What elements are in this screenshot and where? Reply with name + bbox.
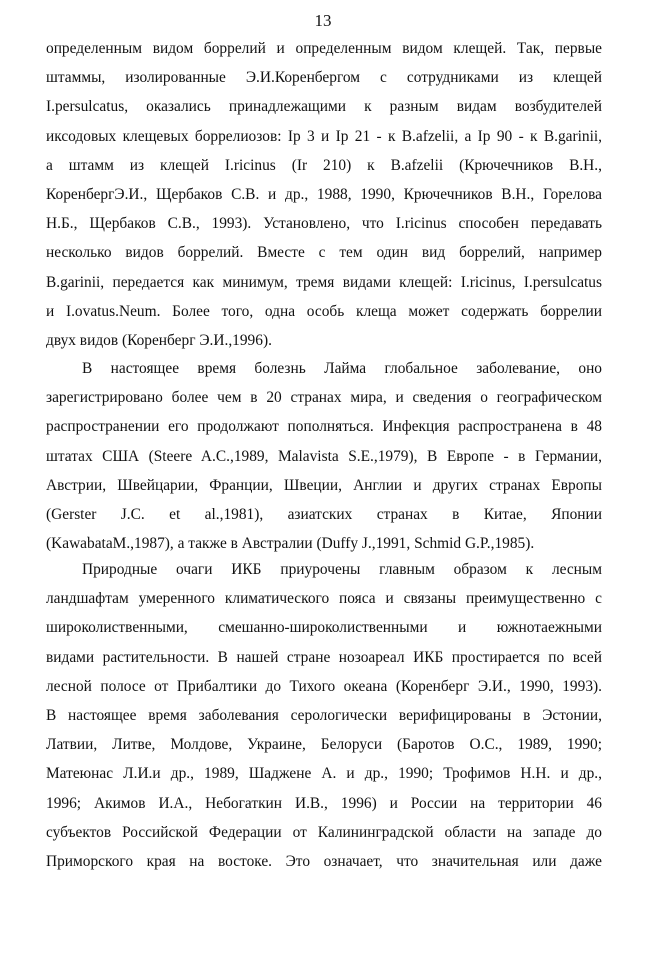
page-number: 13 bbox=[314, 11, 332, 30]
text-line: Австрии, Швейцарии, Франции, Швеции, Англии и других странах Европы bbox=[46, 476, 602, 494]
paragraph-3 bbox=[46, 555, 602, 876]
text-line: несколько видов боррелий. Вместе с тем один вид боррелий, например bbox=[46, 244, 602, 262]
text-line: иксодовых клещевых боррелиозов: Ip 3 и Ip 21 - к B.afzelii, а Ip 90 - к B.garinii, bbox=[46, 127, 602, 145]
paragraph-1 bbox=[46, 34, 602, 355]
paragraph-2 bbox=[46, 354, 602, 558]
text-line: и I.ovatus.Neum. Более того, одна особь клеща может содержать боррелии bbox=[46, 302, 602, 320]
text-line: B.garinii, передается как минимум, тремя видами клещей: I.ricinus, I.persulcatus bbox=[46, 273, 602, 291]
text-line: лесной полосе от Прибалтики до Тихого океана (Коренберг Э.И., 1990, 1993). bbox=[46, 677, 602, 695]
text-line: определенным видом боррелий и определенным видом клещей. Так, первые bbox=[46, 40, 602, 57]
text-line: ландшафтам умеренного климатического пояса и связаны преимущественно с bbox=[46, 590, 602, 608]
text-line: 1996; Акимов И.А., Небогаткин И.В., 1996) и России на территории 46 bbox=[46, 794, 602, 812]
text-line: В настоящее время болезнь Лайма глобальное заболевание, оно bbox=[82, 360, 602, 377]
text-line: Природные очаги ИКБ приурочены главным образом к лесным bbox=[82, 561, 602, 578]
text-line: широколиственными, смешанно-широколиственными и южнотаежными bbox=[46, 619, 602, 637]
text-line: (KawabataM.,1987), а также в Австралии (Duffy J.,1991, Schmid G.P.,1985). bbox=[46, 535, 535, 553]
text-line: распространении его продолжают пополняться. Инфекция распространена в 48 bbox=[46, 418, 602, 436]
text-line: штаммы, изолированные Э.И.Коренбергом с сотрудниками из клещей bbox=[46, 69, 602, 87]
text-line: зарегистрировано более чем в 20 странах мира, и сведения о географическом bbox=[46, 389, 602, 407]
text-line: Приморского края на востоке. Это означает, что значительная или даже bbox=[46, 852, 602, 870]
text-line: видами растительности. В нашей стране нозоареал ИКБ простирается по всей bbox=[46, 648, 602, 666]
text-line: Матеюнас Л.И.и др., 1989, Шадженe А. и др., 1990; Трофимов Н.Н. и др., bbox=[46, 765, 602, 783]
text-line: (Gerster J.C. et al.,1981), азиатских странах в Китае, Японии bbox=[46, 505, 602, 523]
text-line: I.persulcatus, оказались принадлежащими к разным видам возбудителей bbox=[46, 98, 602, 116]
text-line: Латвии, Литве, Молдове, Украине, Белоруси (Баротов О.С., 1989, 1990; bbox=[46, 736, 602, 754]
text-line: субъектов Российской Федерации от Калининградской области на западе до bbox=[46, 823, 602, 841]
text-line: штатах США (Steere A.C.,1989, Malavista S.E.,1979), В Европе - в Германии, bbox=[46, 447, 602, 465]
text-line: В настоящее время заболевания серологически верифицированы в Эстонии, bbox=[46, 706, 602, 724]
text-line: двух видов (Коренберг Э.И.,1996). bbox=[46, 331, 272, 349]
text-line: Н.Б., Щербаков С.В., 1993). Установлено, что I.ricinus способен передавать bbox=[46, 215, 602, 233]
text-line: а штамм из клещей I.ricinus (Ir 210) к B.afzelii (Крючечников В.Н., bbox=[46, 156, 602, 174]
text-line: КоренбергЭ.И., Щербаков С.В. и др., 1988, 1990, Крючечников В.Н., Горелова bbox=[46, 185, 602, 203]
